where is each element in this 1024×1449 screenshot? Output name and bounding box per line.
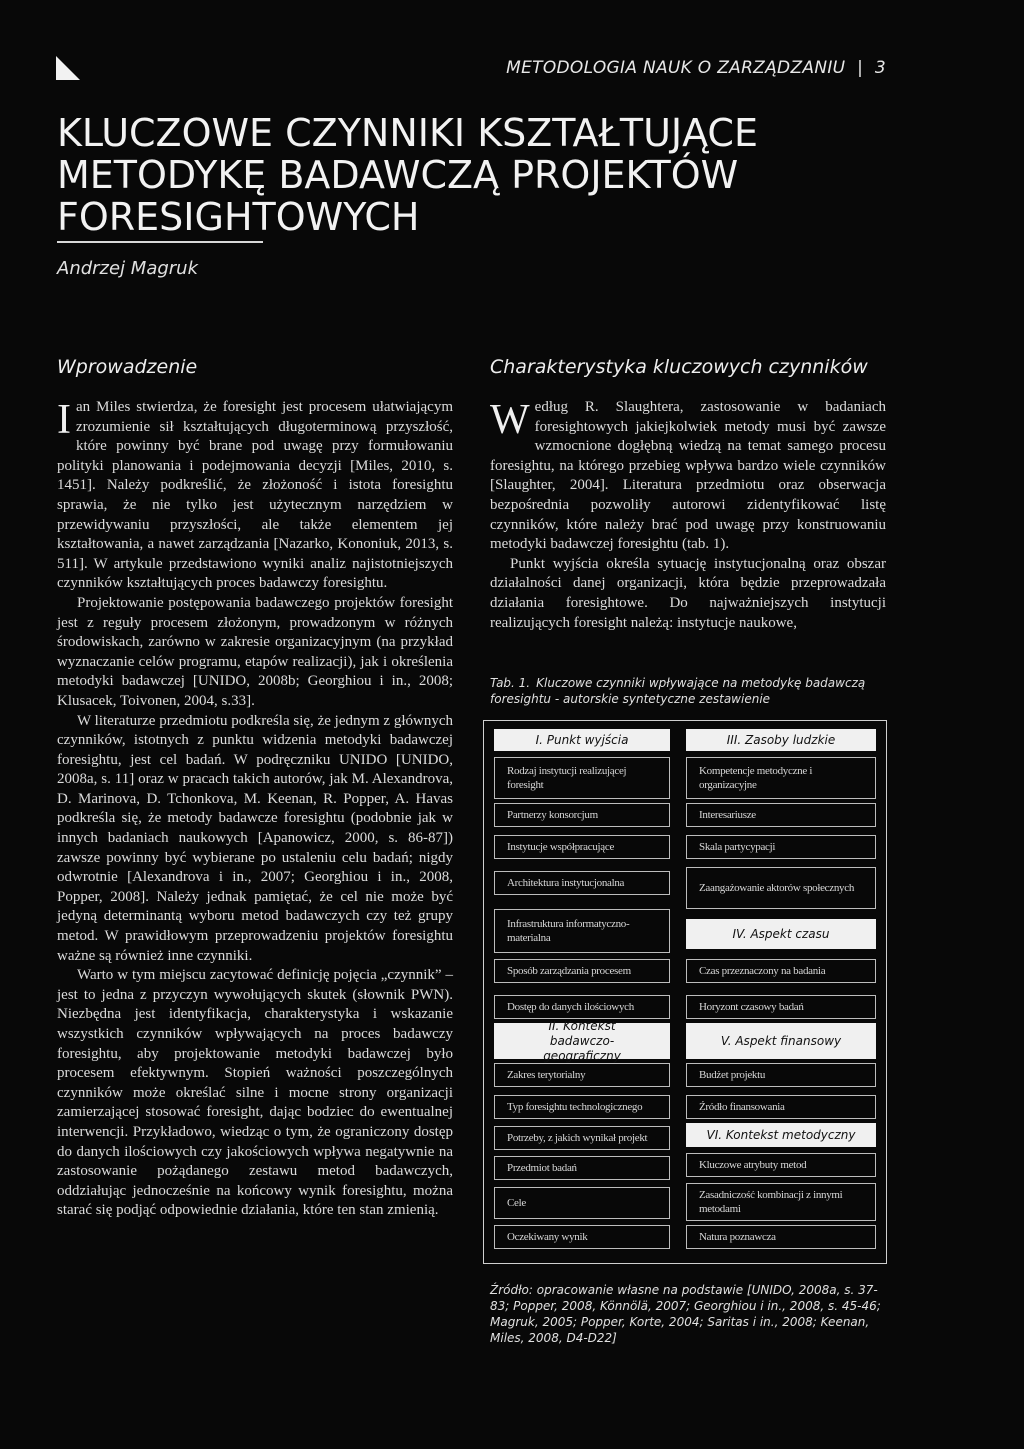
section-heading-key-factors: Charakterystyka kluczowych czynników — [490, 356, 868, 378]
section-heading-introduction: Wprowadzenie — [57, 356, 198, 378]
table-cell: Skala partycypacji — [686, 835, 876, 859]
table-cell: Zakres terytorialny — [494, 1063, 670, 1087]
table-caption-text: Kluczowe czynniki wpływające na metodykę badawczą foresightu - autorskie syntetyczne zestawienie — [490, 676, 866, 706]
left-column-text — [57, 398, 453, 1221]
table-cell: Zaangażowanie aktorów społecznych — [686, 867, 876, 909]
table-cell: Partnerzy konsorcjum — [494, 803, 670, 827]
title-line-2: METODYKĘ BADAWCZĄ PROJEKTÓW — [57, 153, 739, 197]
table-cell: Interesariusze — [686, 803, 876, 827]
running-head — [506, 58, 886, 78]
paragraph: W literaturze przedmiotu podkreśla się, że jednym z głównych czynników, istotnych z punktu widzenia metodyki badawczej foresightu, jest cel badań. W podręczniku UNIDO [UNIDO, 2008a, s. 11] oraz w pracach takich autorów, jak M. Alexandrova, D. Marinova, D. Tchonkova, M. Keenan, R. Popper, A. Havas podkreśla się, że metody badawcze foresightu (podobnie jak w innych badaniach naukowych [Apanowicz, 2000, s. 86-87]) zawsze powinny być wybierane po ustaleniu celu badań; nigdy odwrotnie [Alexandrova i in., 2007; Georghiou i in., 2008, Popper, 2008]. Należy jednak pamiętać, że cel nie może być jedyną determinantą wyboru metod badawczych czy też grupy metod. W prawidłowym przeprowadzeniu projektów foresightu ważne są również inne czynniki. — [57, 712, 453, 964]
table-cell: Typ foresightu technologicznego — [494, 1095, 670, 1119]
drop-cap: W — [490, 397, 530, 443]
table-header-group-2: II. Kontekst badawczo-geograficzny — [494, 1023, 670, 1059]
paragraph: Warto w tym miejscu zacytować definicję pojęcia „czynnik” – jest to jedna z przyczyn wywołujących skutek (słownik PWN). Niezbędna jest identyfikacja, charakterystyka i wskazanie wszystkich czynników wpływających na proces badawczy foresightu, aby projektowanie metodyki badawczej było procesem efektywnym. Stopień ważności poszczególnych czynników może określać silne i mocne strony organizacji zamierzającej stosować foresight, dając bodziec do ewentualnej interwencji. Przykładowo, wiedząc o tym, że ograniczony dostęp do danych ilościowych czy jakościowych wpływa negatywnie na zastosowanie pożądanego zestawu metod badawczych, oddziałując jednocześnie na końcowy wynik foresightu, można starać się podjąć odpowiednie działania, które ten stan zmienią. — [57, 967, 453, 1219]
table-cell: Rodzaj instytucji realizującej foresight — [494, 757, 670, 799]
table-cell: Instytucje współpracujące — [494, 835, 670, 859]
table-cell: Cele — [494, 1187, 670, 1219]
journal-title: METODOLOGIA NAUK O ZARZĄDZANIU — [506, 58, 846, 78]
table-cell: Przedmiot badań — [494, 1156, 670, 1180]
table-cell: Infrastruktura informatyczno-materialna — [494, 909, 670, 953]
article-title — [57, 112, 957, 238]
title-line-3: FORESIGHTOWYCH — [57, 195, 420, 239]
table-cell: Oczekiwany wynik — [494, 1225, 670, 1249]
table-source-note: Źródło: opracowanie własne na podstawie [UNIDO, 2008a, s. 37-83; Popper, 2008, Könnölä, 2007; Georghiou i in., 2008, s. 45-46; Magruk, 2005; Popper, Korte, 2004; Saritas i in., 2008; Keenan, Miles, 2008, D4-D22] — [490, 1283, 881, 1345]
table-cell: Sposób zarządzania procesem — [494, 959, 670, 983]
table-cell: Czas przeznaczony na badania — [686, 959, 876, 983]
page-number: 3 — [874, 58, 886, 78]
drop-cap: I — [57, 397, 71, 443]
table-cell: Architektura instytucjonalna — [494, 871, 670, 895]
paragraph: Ian Miles stwierdza, że foresight jest procesem ułatwiającym zrozumienie sił kształtujących długoterminową przyszłość, które powinny być brane pod uwagę przy formułowaniu polityki planowania i podejmowania decyzji [Miles, 2010, s. 1451]. Należy podkreślić, że złożoność i istota foresightu sprawia, że nie tylko jest użytecznym narzędziem w przewidywaniu przyszłości, ale także elementem jej kształtowania, a nawet zarządzania [Nazarko, Kononiuk, 2013, s. 511]. W artykule przedstawiono wyniki analiz najistotniejszych czynników kształtujących proces badawczy foresightu. — [57, 397, 453, 592]
table-cell: Natura poznawcza — [686, 1225, 876, 1249]
table-header-group-6: VI. Kontekst metodyczny — [686, 1123, 876, 1147]
paragraph: Według R. Slaughtera, zastosowanie w badaniach foresightowych jakiejkolwiek metody musi być zawsze wzmocnione dogłębną wiedzą na temat samego procesu foresightu, na którego przebieg wpływa bardzo wiele czynników [Slaughter, 2004]. Literatura przedmiotu oraz obserwacja bezpośrednia pozwoliły autorowi zidentyfikować listę czynników, które należy brać pod uwagę przy konstruowaniu metodyki badawczej foresightu (tab. 1). — [490, 397, 886, 553]
author-name: Andrzej Magruk — [57, 258, 199, 279]
title-divider — [57, 241, 263, 243]
paragraph: Projektowanie postępowania badawczego projektów foresight jest z reguły procesem złożonym, prowadzonym w różnych środowiskach, zarówno w zakresie organizacyjnym (na przykład wyznaczanie celów programu, etapów realizacji), jak i określenia metodyki badawczej [UNIDO, 2008b; Georghiou i in., 2008; Klusacek, Toivonen, 2004, s.33]. — [57, 594, 453, 709]
table-header-group-1: I. Punkt wyjścia — [494, 729, 670, 751]
table-cell: Horyzont czasowy badań — [686, 995, 876, 1019]
table-number: Tab. 1. — [490, 676, 531, 690]
table-header-group-5: V. Aspekt finansowy — [686, 1023, 876, 1059]
table-cell: Źródło finansowania — [686, 1095, 876, 1119]
publisher-logo-icon — [55, 55, 81, 81]
table-cell: Budżet projektu — [686, 1063, 876, 1087]
right-column-text — [490, 398, 886, 633]
table-header-group-3: III. Zasoby ludzkie — [686, 729, 876, 751]
table-cell: Potrzeby, z jakich wynikał projekt — [494, 1126, 670, 1150]
factors-table — [483, 720, 887, 1264]
table-cell: Kompetencje metodyczne i organizacyjne — [686, 757, 876, 799]
separator: | — [857, 58, 864, 78]
title-line-1: KLUCZOWE CZYNNIKI KSZTAŁTUJĄCE — [57, 111, 758, 155]
table-cell: Zasadniczość kombinacji z innymi metodami — [686, 1183, 876, 1221]
table-cell: Kluczowe atrybuty metod — [686, 1153, 876, 1177]
table-caption — [490, 675, 890, 707]
table-cell: Dostęp do danych ilościowych — [494, 995, 670, 1019]
table-header-group-4: IV. Aspekt czasu — [686, 919, 876, 949]
paragraph: Punkt wyjścia określa sytuację instytucjonalną oraz obszar działalności danej organizacji, która będzie przeprowadzała działania foresightowe. Do najważniejszych instytucji realizujących foresight należą: instytucje naukowe, — [490, 555, 886, 631]
